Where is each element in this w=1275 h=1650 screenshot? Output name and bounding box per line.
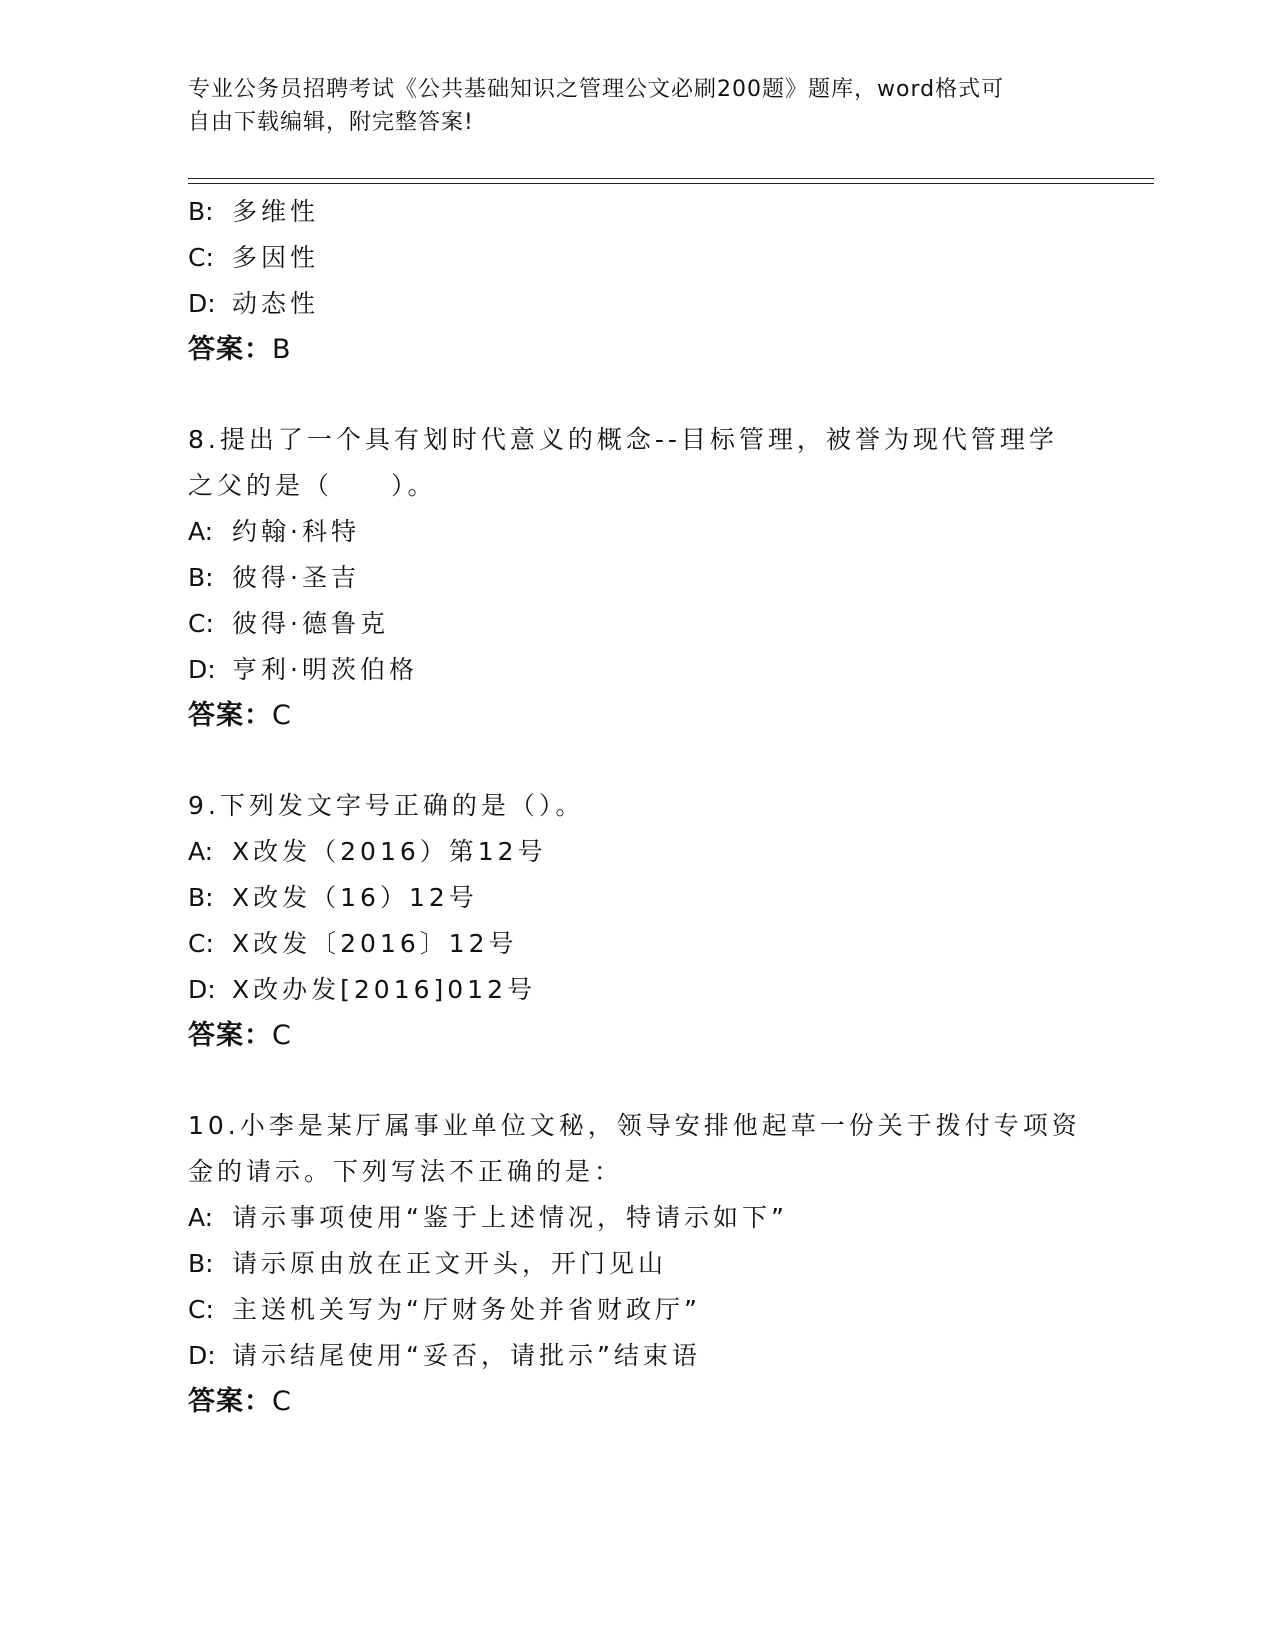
question-10 (188, 1103, 1088, 1425)
option-b: B: X改发（16）12号 (188, 883, 478, 912)
question-8 (188, 417, 1088, 739)
answer: 答案：C (188, 700, 292, 731)
question-9 (188, 783, 1088, 1059)
question-stem-line-1: 9.下列发文字号正确的是（）。 (188, 791, 585, 820)
header-line-2: 自由下载编辑，附完整答案! (188, 110, 474, 135)
question-stem-line-1: 8.提出了一个具有划时代意义的概念--目标管理，被誉为现代管理学 (188, 425, 1058, 454)
option-c: C: 多因性 (188, 243, 320, 272)
header-rule-top (188, 178, 1154, 179)
answer: 答案：C (188, 1386, 292, 1417)
option-b: B: 彼得·圣吉 (188, 563, 360, 592)
option-d: D: X改办发[2016]012号 (188, 975, 536, 1004)
option-c: C: 彼得·德鲁克 (188, 609, 389, 638)
question-stem-line-2: 之父的是（ ）。 (188, 471, 437, 500)
option-b: B: 多维性 (188, 197, 320, 226)
answer: 答案：C (188, 1020, 292, 1051)
answer: 答案：B (188, 334, 292, 365)
option-a: A: X改发（2016）第12号 (188, 837, 547, 866)
option-d: D: 动态性 (188, 289, 320, 318)
question-7-tail (188, 189, 1088, 373)
option-d: D: 请示结尾使用“妥否，请批示”结束语 (188, 1341, 701, 1370)
option-a: A: 请示事项使用“鉴于上述情况，特请示如下” (188, 1203, 788, 1232)
question-list (188, 189, 1088, 1425)
header-rule-bottom (188, 183, 1154, 184)
question-stem-line-2: 金的请示。下列写法不正确的是： (188, 1157, 624, 1186)
header-line-1: 专业公务员招聘考试《公共基础知识之管理公文必刷200题》题库，word格式可 (188, 77, 1005, 102)
question-stem-line-1: 10.小李是某厅属事业单位文秘，领导安排他起草一份关于拨付专项资 (188, 1111, 1081, 1140)
option-d: D: 亨利·明茨伯格 (188, 655, 418, 684)
option-c: C: X改发〔2016〕12号 (188, 929, 518, 958)
option-a: A: 约翰·科特 (188, 517, 360, 546)
option-b: B: 请示原由放在正文开头，开门见山 (188, 1249, 668, 1278)
option-c: C: 主送机关写为“厅财务处并省财政厅” (188, 1295, 701, 1324)
document-header (188, 73, 1088, 139)
